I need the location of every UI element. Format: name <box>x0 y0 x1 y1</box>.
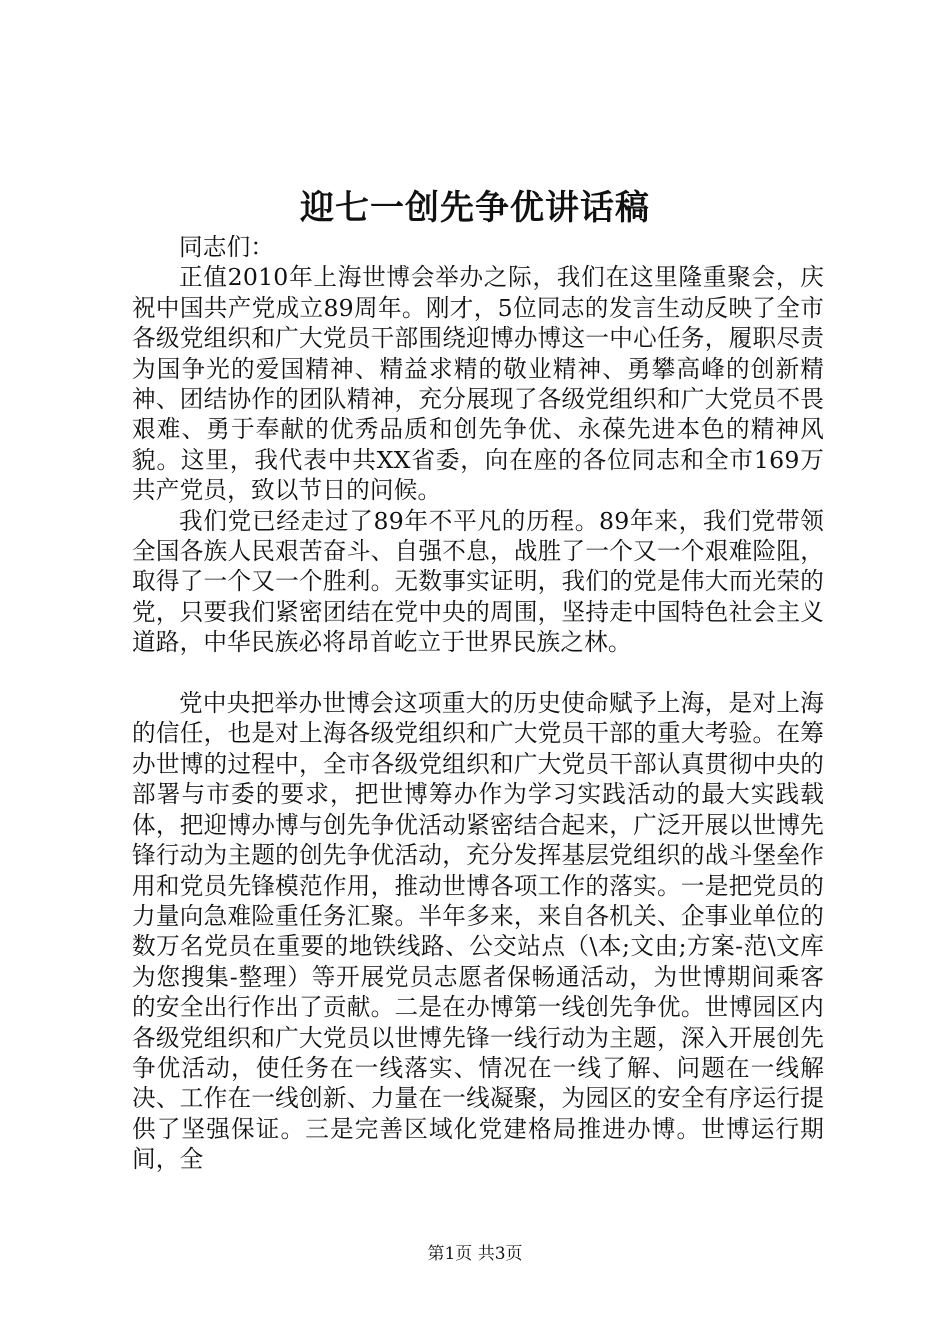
page-number-footer: 第1页 共3页 <box>427 1244 523 1264</box>
paragraph-1: 正值2010年上海世博会举办之际，我们在这里隆重聚会，庆祝中国共产党成立89周年。刚才，5位同志的发言生动反映了全市各级党组织和广大党员干部围绕迎博办博这一中心任务，履职尽责为国争光的爱国精神、精益求精的敬业精神、勇攀高峰的创新精神、团结协作的团队精神，充分展现了各级党组织和广大党员不畏艰难、勇于奉献的优秀品质和创先争优、永葆先进本色的精神风貌。这里，我代表中共XX省委，向在座的各位同志和全市169万共产党员，致以节日的问候。 <box>132 263 824 505</box>
document-title: 迎七一创先争优讲话稿 <box>300 188 650 228</box>
paragraph-3: 党中央把举办世博会这项重大的历史使命赋予上海，是对上海的信任，也是对上海各级党组织和广大党员干部的重大考验。在筹办世博的过程中，全市各级党组织和广大党员干部认真贯彻中央的部署与市委的要求，把世博筹办作为学习实践活动的最大实践载体，把迎博办博与创先争优活动紧密结合起来，广泛开展以世博先锋行动为主题的创先争优活动，充分发挥基层党组织的战斗堡垒作用和党员先锋模范作用，推动世博各项工作的落实。一是把党员的力量向急难险重任务汇聚。半年多来，来自各机关、企事业单位的数万名党员在重要的地铁线路、公交站点（\本;文由;方案-范\文库为您搜集-整理）等开展党员志愿者保畅通活动，为世博期间乘客的安全出行作出了贡献。二是在办博第一线创先争优。世博园区内各级党组织和广大党员以世博先锋一线行动为主题，深入开展创先争优活动，使任务在一线落实、情况在一线了解、问题在一线解决、工作在一线创新、力量在一线凝聚，为园区的安全有序运行提供了坚强保证。三是完善区域化党建格局推进办博。世博运行期间，全 <box>132 689 824 1174</box>
salutation: 同志们： <box>179 233 275 261</box>
paragraph-spacer <box>132 658 824 688</box>
document-body <box>132 232 824 1175</box>
paragraph-2: 我们党已经走过了89年不平凡的历程。89年来，我们党带领全国各族人民艰苦奋斗、自强不息，战胜了一个又一个艰难险阻，取得了一个又一个胜利。无数事实证明，我们的党是伟大而光荣的党，只要我们紧密团结在党中央的周围，坚持走中国特色社会主义道路，中华民族必将昂首屹立于世界民族之林。 <box>132 506 824 657</box>
